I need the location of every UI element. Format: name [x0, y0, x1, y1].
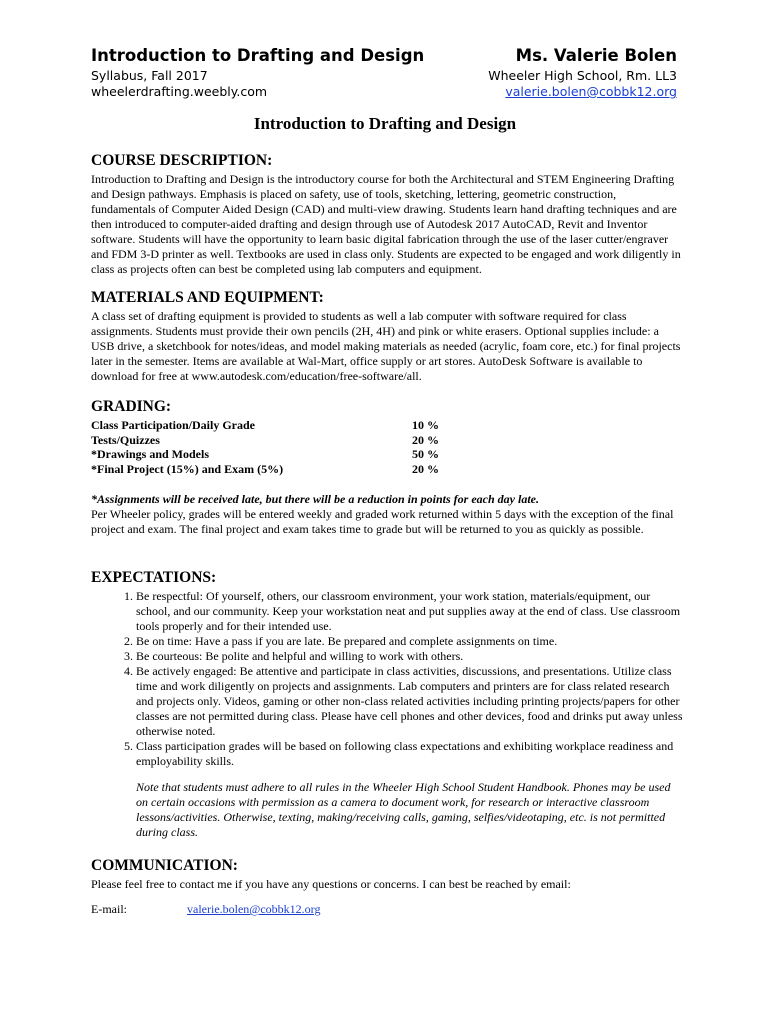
course-description-heading: COURSE DESCRIPTION: — [91, 152, 273, 169]
expectation-item: 5. Class participation grades will be based on following class expectations and exhibiting workplace readiness and employability skills. — [136, 739, 683, 769]
grading-row — [91, 447, 472, 462]
grading-notes — [91, 492, 683, 537]
expectation-item: 3. Be courteous: Be polite and helpful and willing to work with others. — [136, 649, 683, 664]
expectation-item: 1. Be respectful: Of yourself, others, our classroom environment, your work station, materials/equipment, our school, and our community. Keep your workstation neat and put supplies away at the end of class. Use classroom tools properly and for their intended use. — [136, 589, 683, 634]
email-label: E-mail: — [91, 902, 127, 916]
grading-item-value: 10 % — [412, 418, 439, 432]
header-email-link[interactable]: valerie.bolen@cobbk12.org — [505, 84, 677, 99]
grading-policy-text: Per Wheeler policy, grades will be entered weekly and graded work returned within 5 days with the exception of the final project and exam. The final project and exam takes time to grade but will be returned to you as quickly as possible. — [91, 507, 674, 536]
expectations-list — [91, 589, 683, 769]
header-website: wheelerdrafting.weebly.com — [91, 84, 268, 99]
late-assignment-note: *Assignments will be received late, but there will be a reduction in points for each day late. — [91, 492, 539, 506]
grading-item-name: *Final Project (15%) and Exam (5%) — [91, 461, 284, 476]
handbook-note: Note that students must adhere to all rules in the Wheeler High School Student Handbook. Phones may be used on certain occasions with permission as a camera to document work, for research or interactive classroom lessons/activities. Otherwise, texting, making/receiving calls, gaming, selfies/videotaping, etc. is not permitted during class. — [136, 780, 671, 839]
communication-heading: COMMUNICATION: — [91, 857, 238, 874]
email-link[interactable]: valerie.bolen@cobbk12.org — [187, 902, 321, 916]
grading-row — [91, 418, 472, 433]
header-teacher-name: Ms. Valerie Bolen — [515, 46, 677, 65]
header-syllabus-term: Syllabus, Fall 2017 — [91, 68, 208, 83]
materials-text: A class set of drafting equipment is provided to students as well a lab computer with software required for class assignments. Students must provide their own pencils (2H, 4H) and pink or white erasers. Optional supplies include: a USB drive, a sketchbook for notes/ideas, and model making materials as needed (acrylic, foam core, etc.) for final projects later in the semester. Items are available at Wal-Mart, office supply or art stores. AutoDesk Software is available to download for free at www.autodesk.com/education/free-software/all. — [91, 309, 681, 383]
header-left — [91, 46, 424, 100]
handbook-note-block — [91, 780, 683, 840]
grading-row — [91, 433, 472, 448]
course-description-section — [91, 152, 683, 277]
expectations-heading: EXPECTATIONS: — [91, 569, 217, 586]
grading-item-value: 50 % — [412, 447, 439, 461]
course-description-text: Introduction to Drafting and Design is the introductory course for both the Architectural and STEM Engineering Drafting and Design pathways. Emphasis is placed on safety, use of tools, sketching, lettering, geometric construction, fundamentals of Computer Aided Design (CAD) and multi-view drawing. Students learn hand drafting techniques and are then introduced to computer-aided drafting and design through use of Autodesk 2017 AutoCAD, Revit and Inventor software. Students will have the opportunity to learn basic digital fabrication through the use of the laser cutter/engraver and FDM 3-D printer as well. Textbooks are used in class only. Students are expected to be engaged and work diligently in class as projects often can best be completed using lab computers and equipment. — [91, 172, 681, 276]
grading-row — [91, 462, 472, 477]
grading-item-value: 20 % — [412, 432, 439, 447]
header-course-title: Introduction to Drafting and Design — [91, 46, 425, 65]
grading-table — [91, 418, 472, 476]
communication-section — [91, 857, 683, 917]
document-title: Introduction to Drafting and Design — [253, 114, 517, 133]
materials-heading: MATERIALS AND EQUIPMENT: — [91, 289, 324, 306]
email-row — [91, 902, 683, 917]
grading-item-name: *Drawings and Models — [91, 447, 210, 461]
grading-item-name: Class Participation/Daily Grade — [91, 418, 255, 432]
expectation-item: 2. Be on time: Have a pass if you are late. Be prepared and complete assignments on time. — [136, 634, 683, 649]
grading-item-value: 20 % — [412, 461, 439, 476]
grading-section — [91, 398, 683, 476]
header-right — [488, 46, 677, 100]
header-school-room: Wheeler High School, Rm. LL3 — [488, 68, 677, 83]
communication-text: Please feel free to contact me if you have any questions or concerns. I can best be reached by email: — [91, 877, 571, 891]
materials-section — [91, 289, 683, 384]
expectations-section — [91, 569, 683, 769]
grading-heading: GRADING: — [91, 398, 172, 415]
expectation-item: 4. Be actively engaged: Be attentive and participate in class activities, discussions, and presentations. Utilize class time and work diligently on projects and assignments. Lab computers and printers are for class related research and projects only. Videos, gaming or other non-class related activities including printing projects/papers for other classes are not permitted during class. Please have cell phones and other devices, food and drinks put away unless otherwise noted. — [136, 664, 683, 739]
grading-item-name: Tests/Quizzes — [91, 432, 160, 447]
